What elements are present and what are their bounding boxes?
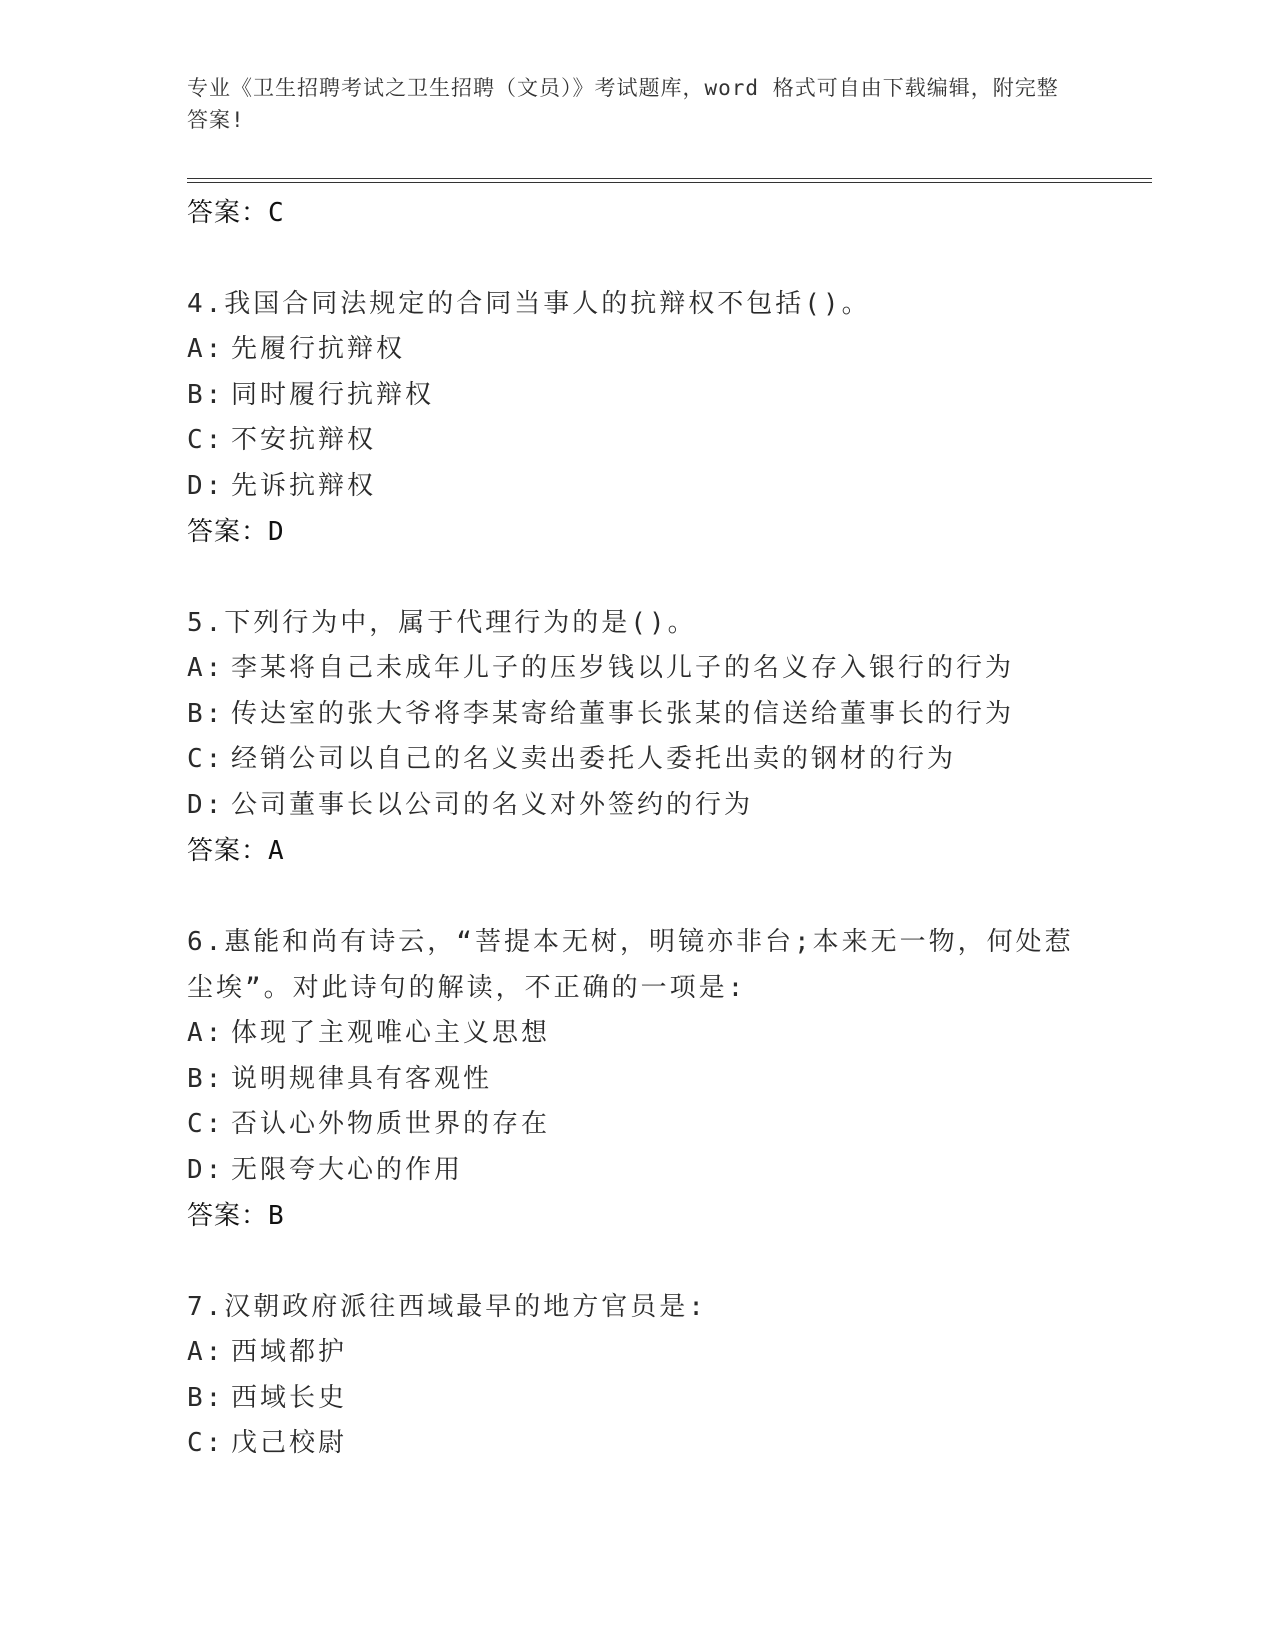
option-key: C:	[187, 425, 225, 455]
answer-value: A	[268, 836, 285, 866]
question-text: 6.惠能和尚有诗云，“菩提本无树，明镜亦非台;本来无一物，何处惹尘埃”。对此诗句的解读，不正确的一项是:	[187, 927, 1074, 1003]
answer-label: 答案：	[187, 836, 269, 866]
answer-line	[187, 1193, 1087, 1239]
option-text: 经销公司以自己的名义卖出委托人委托出卖的钢材的行为	[231, 744, 957, 774]
question-block	[187, 600, 1087, 874]
question-text: 5.下列行为中，属于代理行为的是()。	[187, 608, 697, 638]
question-text: 7.汉朝政府派往西域最早的地方官员是:	[187, 1292, 707, 1322]
option-key: D:	[187, 470, 225, 501]
option-text: 李某将自己未成年儿子的压岁钱以儿子的名义存入银行的行为	[231, 653, 1015, 683]
option-c	[187, 1102, 1087, 1148]
option-key: C:	[187, 1109, 225, 1139]
option-c	[187, 418, 1087, 464]
option-key: B:	[187, 379, 225, 410]
option-text: 说明规律具有客观性	[231, 1063, 493, 1094]
option-text: 戊己校尉	[231, 1428, 348, 1458]
question-block	[187, 281, 1087, 555]
option-text: 传达室的张大爷将李某寄给董事长张某的信送给董事长的行为	[231, 698, 1015, 729]
option-key: B:	[187, 1063, 225, 1094]
option-key: B:	[187, 1382, 225, 1413]
option-key: A:	[187, 653, 225, 683]
header-rule-bottom	[187, 182, 1152, 183]
option-key: D:	[187, 1154, 225, 1185]
answer-label: 答案：	[187, 198, 269, 228]
option-b	[187, 692, 1087, 738]
option-text: 否认心外物质世界的存在	[231, 1109, 551, 1139]
option-key: B:	[187, 698, 225, 729]
answer-label: 答案：	[187, 1201, 269, 1231]
option-b	[187, 373, 1087, 419]
page-header: 专业《卫生招聘考试之卫生招聘（文员）》考试题库，word 格式可自由下载编辑，附完整答案!	[187, 76, 1059, 132]
option-text: 西域都护	[231, 1337, 348, 1367]
option-a	[187, 1011, 1087, 1057]
answer-line	[187, 190, 1087, 236]
answer-value: B	[268, 1201, 285, 1231]
option-text: 无限夸大心的作用	[231, 1154, 464, 1185]
answer-label: 答案：	[187, 517, 269, 547]
option-text: 体现了主观唯心主义思想	[231, 1018, 551, 1048]
option-b	[187, 1376, 1087, 1422]
option-text: 先诉抗辩权	[231, 470, 377, 501]
option-text: 公司董事长以公司的名义对外签约的行为	[231, 789, 754, 820]
question-text: 4.我国合同法规定的合同当事人的抗辩权不包括()。	[187, 289, 871, 319]
answer-value: C	[268, 198, 285, 228]
option-a	[187, 646, 1087, 692]
answer-line	[187, 509, 1087, 555]
option-text: 西域长史	[231, 1382, 348, 1413]
option-key: A:	[187, 1018, 225, 1048]
question-list	[187, 190, 1087, 1467]
option-key: A:	[187, 334, 225, 364]
option-text: 先履行抗辩权	[231, 334, 406, 364]
option-text: 不安抗辩权	[231, 425, 377, 455]
question-block	[187, 919, 1087, 1239]
option-a	[187, 327, 1087, 373]
option-key: A:	[187, 1337, 225, 1367]
option-d	[187, 783, 1087, 829]
option-key: C:	[187, 1428, 225, 1458]
option-a	[187, 1330, 1087, 1376]
option-key: C:	[187, 744, 225, 774]
option-c	[187, 1421, 1087, 1467]
option-key: D:	[187, 789, 225, 820]
question-block	[187, 1284, 1087, 1467]
answer-value: D	[268, 517, 285, 547]
header-rule-top	[187, 178, 1152, 179]
option-d	[187, 1148, 1087, 1194]
answer-line	[187, 828, 1087, 874]
option-text: 同时履行抗辩权	[231, 379, 435, 410]
option-b	[187, 1057, 1087, 1103]
option-c	[187, 737, 1087, 783]
option-d	[187, 464, 1087, 510]
